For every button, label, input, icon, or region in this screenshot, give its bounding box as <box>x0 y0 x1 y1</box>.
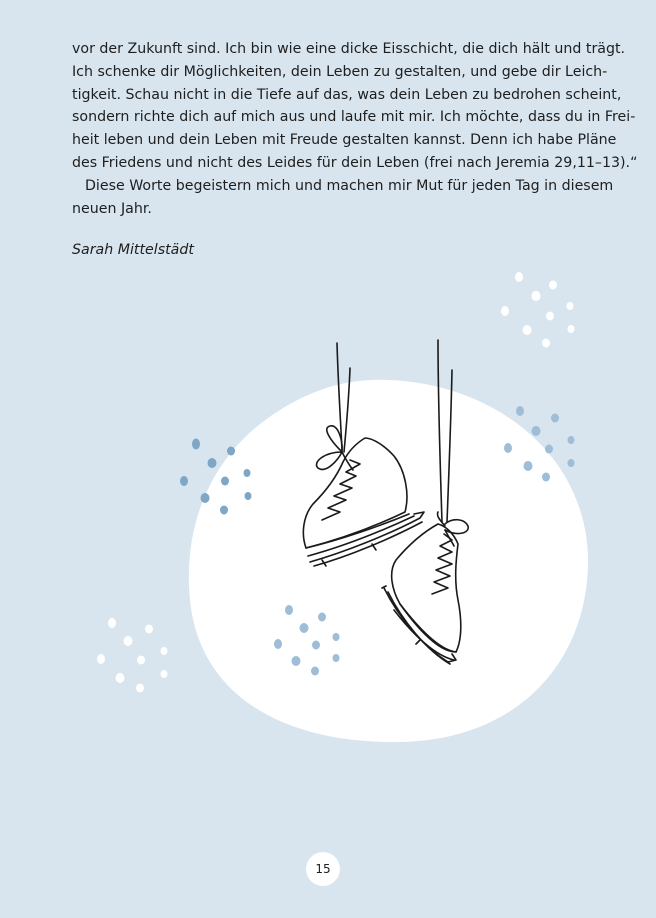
text-line: vor der Zukunft sind. Ich bin wie eine dicke Eisschicht, die dich hält und trägt. <box>72 41 626 57</box>
paragraph-1 <box>72 38 638 175</box>
text-line: tigkeit. Schau nicht in die Tiefe auf das, was dein Leben zu bedrohen scheint, <box>72 86 622 103</box>
text-line: Ich schenke dir Möglichkeiten, dein Leben zu gestalten, und gebe dir Leich- <box>72 63 608 80</box>
paragraph-2 <box>72 175 614 221</box>
text-line: sondern richte dich auf mich aus und laufe mit mir. Ich möchte, dass du in Frei- <box>72 109 636 126</box>
page-number-badge <box>306 852 340 886</box>
text-line: Diese Worte begeistern mich und machen mir Mut für jeden Tag in diesem <box>85 177 614 194</box>
author-signature: Sarah Mittelstädt <box>72 242 194 258</box>
white-dots-top-right <box>501 272 575 348</box>
ice-skates-illustration <box>0 260 656 760</box>
text-line: heit leben und dein Leben mit Freude gestalten kannst. Denn ich habe Pläne <box>72 132 617 149</box>
white-circle-background <box>189 380 588 742</box>
body-text <box>72 38 638 220</box>
text-line: des Friedens und nicht des Leides für dein Leben (frei nach Jeremia 29,11–13).“ <box>72 154 638 171</box>
text-line: neuen Jahr. <box>72 200 152 217</box>
page-number: 15 <box>315 862 331 876</box>
white-dots-bottom-left <box>97 618 168 693</box>
